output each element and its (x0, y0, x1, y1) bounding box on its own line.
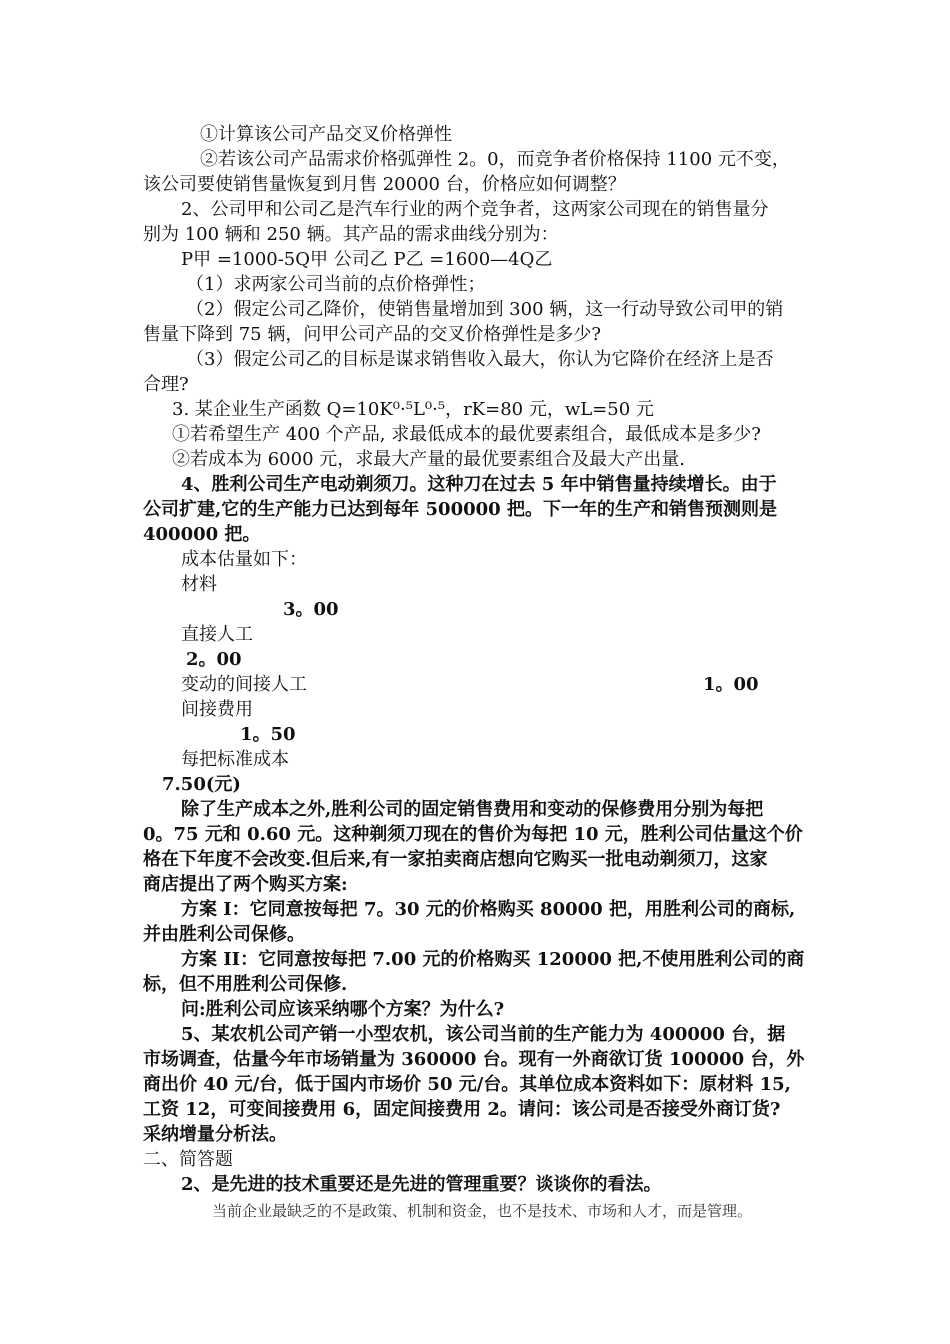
demand-curves: P甲 =1000-5Q甲 公司乙 P乙 =1600—4Q乙 (181, 249, 553, 270)
plan-2: 方案 II：它同意按每把 7.00 元的价格购买 120000 把,不使用胜利公司的商 (181, 949, 805, 970)
question-4-ask: 问:胜利公司应该采纳哪个方案？为什么? (181, 999, 505, 1020)
text-line: 400000 把。 (143, 524, 261, 545)
text-line: 该公司要使销售量恢复到月售 20000 台，价格应如何调整？ (143, 174, 626, 195)
cost-estimate-label: 成本估量如下： (181, 549, 307, 570)
text-line: 商店提出了两个购买方案: (143, 874, 348, 895)
cost-value-materials: 3。00 (283, 599, 339, 620)
question-2-part-1: （1）求两家公司当前的点价格弹性； (186, 274, 486, 295)
text-line: 商出价 40 元/台，低于国内市场价 50 元/台。其单位成本资料如下：原材料 15, (143, 1074, 791, 1095)
text-line: 合理? (143, 374, 189, 395)
short-answer-question-2: 2、是先进的技术重要还是先进的管理重要？谈谈你的看法。 (181, 1174, 662, 1195)
text-line: 市场调查，估量今年市场销量为 360000 台。现有一外商欲订货 100000 台，外 (143, 1049, 805, 1070)
text-line: 0。75 元和 0.60 元。这种剃须刀现在的售价为每把 10 元，胜利公司估量这个价 (143, 824, 803, 845)
cost-item-direct-labor: 直接人工 (181, 624, 253, 645)
cost-value-variable-indirect-labor: 1。00 (703, 674, 759, 695)
question-1-part-2: ②若该公司产品需求价格弧弹性 2。0，而竞争者价格保持 1100 元不变， (200, 149, 790, 170)
question-2-heading: 2、公司甲和公司乙是汽车行业的两个竞争者，这两家公司现在的销售量分 (181, 199, 769, 220)
text-line: 标，但不用胜利公司保修. (143, 974, 348, 995)
question-3-part-2: ②若成本为 6000 元，求最大产量的最优要素组合及最大产出量. (172, 449, 685, 470)
cost-item-overhead: 间接费用 (181, 699, 253, 720)
text-line: 别为 100 辆和 250 辆。其产品的需求曲线分别为： (143, 224, 559, 245)
text-line: 售量下降到 75 辆，问甲公司产品的交叉价格弹性是多少? (143, 324, 601, 345)
question-3-heading: 3. 某企业生产函数 Q=10K⁰·⁵L⁰·⁵，rK=80 元，wL=50 元 (172, 399, 654, 420)
text-line: 除了生产成本之外,胜利公司的固定销售费用和变动的保修费用分别为每把 (181, 799, 764, 820)
cost-item-standard-cost: 每把标准成本 (181, 749, 289, 770)
cost-value-direct-labor: 2。00 (186, 649, 242, 670)
cost-value-overhead: 1。50 (240, 724, 296, 745)
cost-item-variable-indirect-labor: 变动的间接人工 (181, 674, 307, 695)
cost-value-standard-cost: 7.50(元) (162, 774, 241, 795)
text-line: 格在下年度不会改变.但后来,有一家拍卖商店想向它购买一批电动剃须刀，这家 (143, 849, 768, 870)
text-line: 并由胜利公司保修。 (143, 924, 305, 945)
question-3-part-1: ①若希望生产 400 个产品, 求最低成本的最优要素组合，最低成本是多少? (172, 424, 761, 445)
section-heading: 二、简答题 (143, 1149, 233, 1170)
question-1-part-1: ①计算该公司产品交叉价格弹性 (200, 124, 452, 145)
question-5-heading: 5、某农机公司产销一小型农机，该公司当前的生产能力为 400000 台，据 (181, 1024, 786, 1045)
question-2-part-2: （2）假定公司乙降价，使销售量增加到 300 辆，这一行动导致公司甲的销 (186, 299, 784, 320)
cost-item-materials: 材料 (181, 574, 217, 595)
plan-1: 方案 I：它同意按每把 7。30 元的价格购买 80000 把，用胜利公司的商标, (181, 899, 796, 920)
question-4-heading: 4、胜利公司生产电动剃须刀。这种刀在过去 5 年中销售量持续增长。由于 (181, 474, 777, 495)
text-line: 工资 12，可变间接费用 6，固定间接费用 2。请问：该公司是否接受外商订货? (143, 1099, 781, 1120)
text-line: 公司扩建,它的生产能力已达到每年 500000 把。下一年的生产和销售预测则是 (143, 499, 777, 520)
text-line: 采纳增量分析法。 (143, 1124, 287, 1145)
answer-text: 当前企业最缺乏的不是政策、机制和资金，也不是技术、市场和人才，而是管理。 (212, 1202, 753, 1220)
question-2-part-3: （3）假定公司乙的目标是谋求销售收入最大，你认为它降价在经济上是否 (186, 349, 774, 370)
